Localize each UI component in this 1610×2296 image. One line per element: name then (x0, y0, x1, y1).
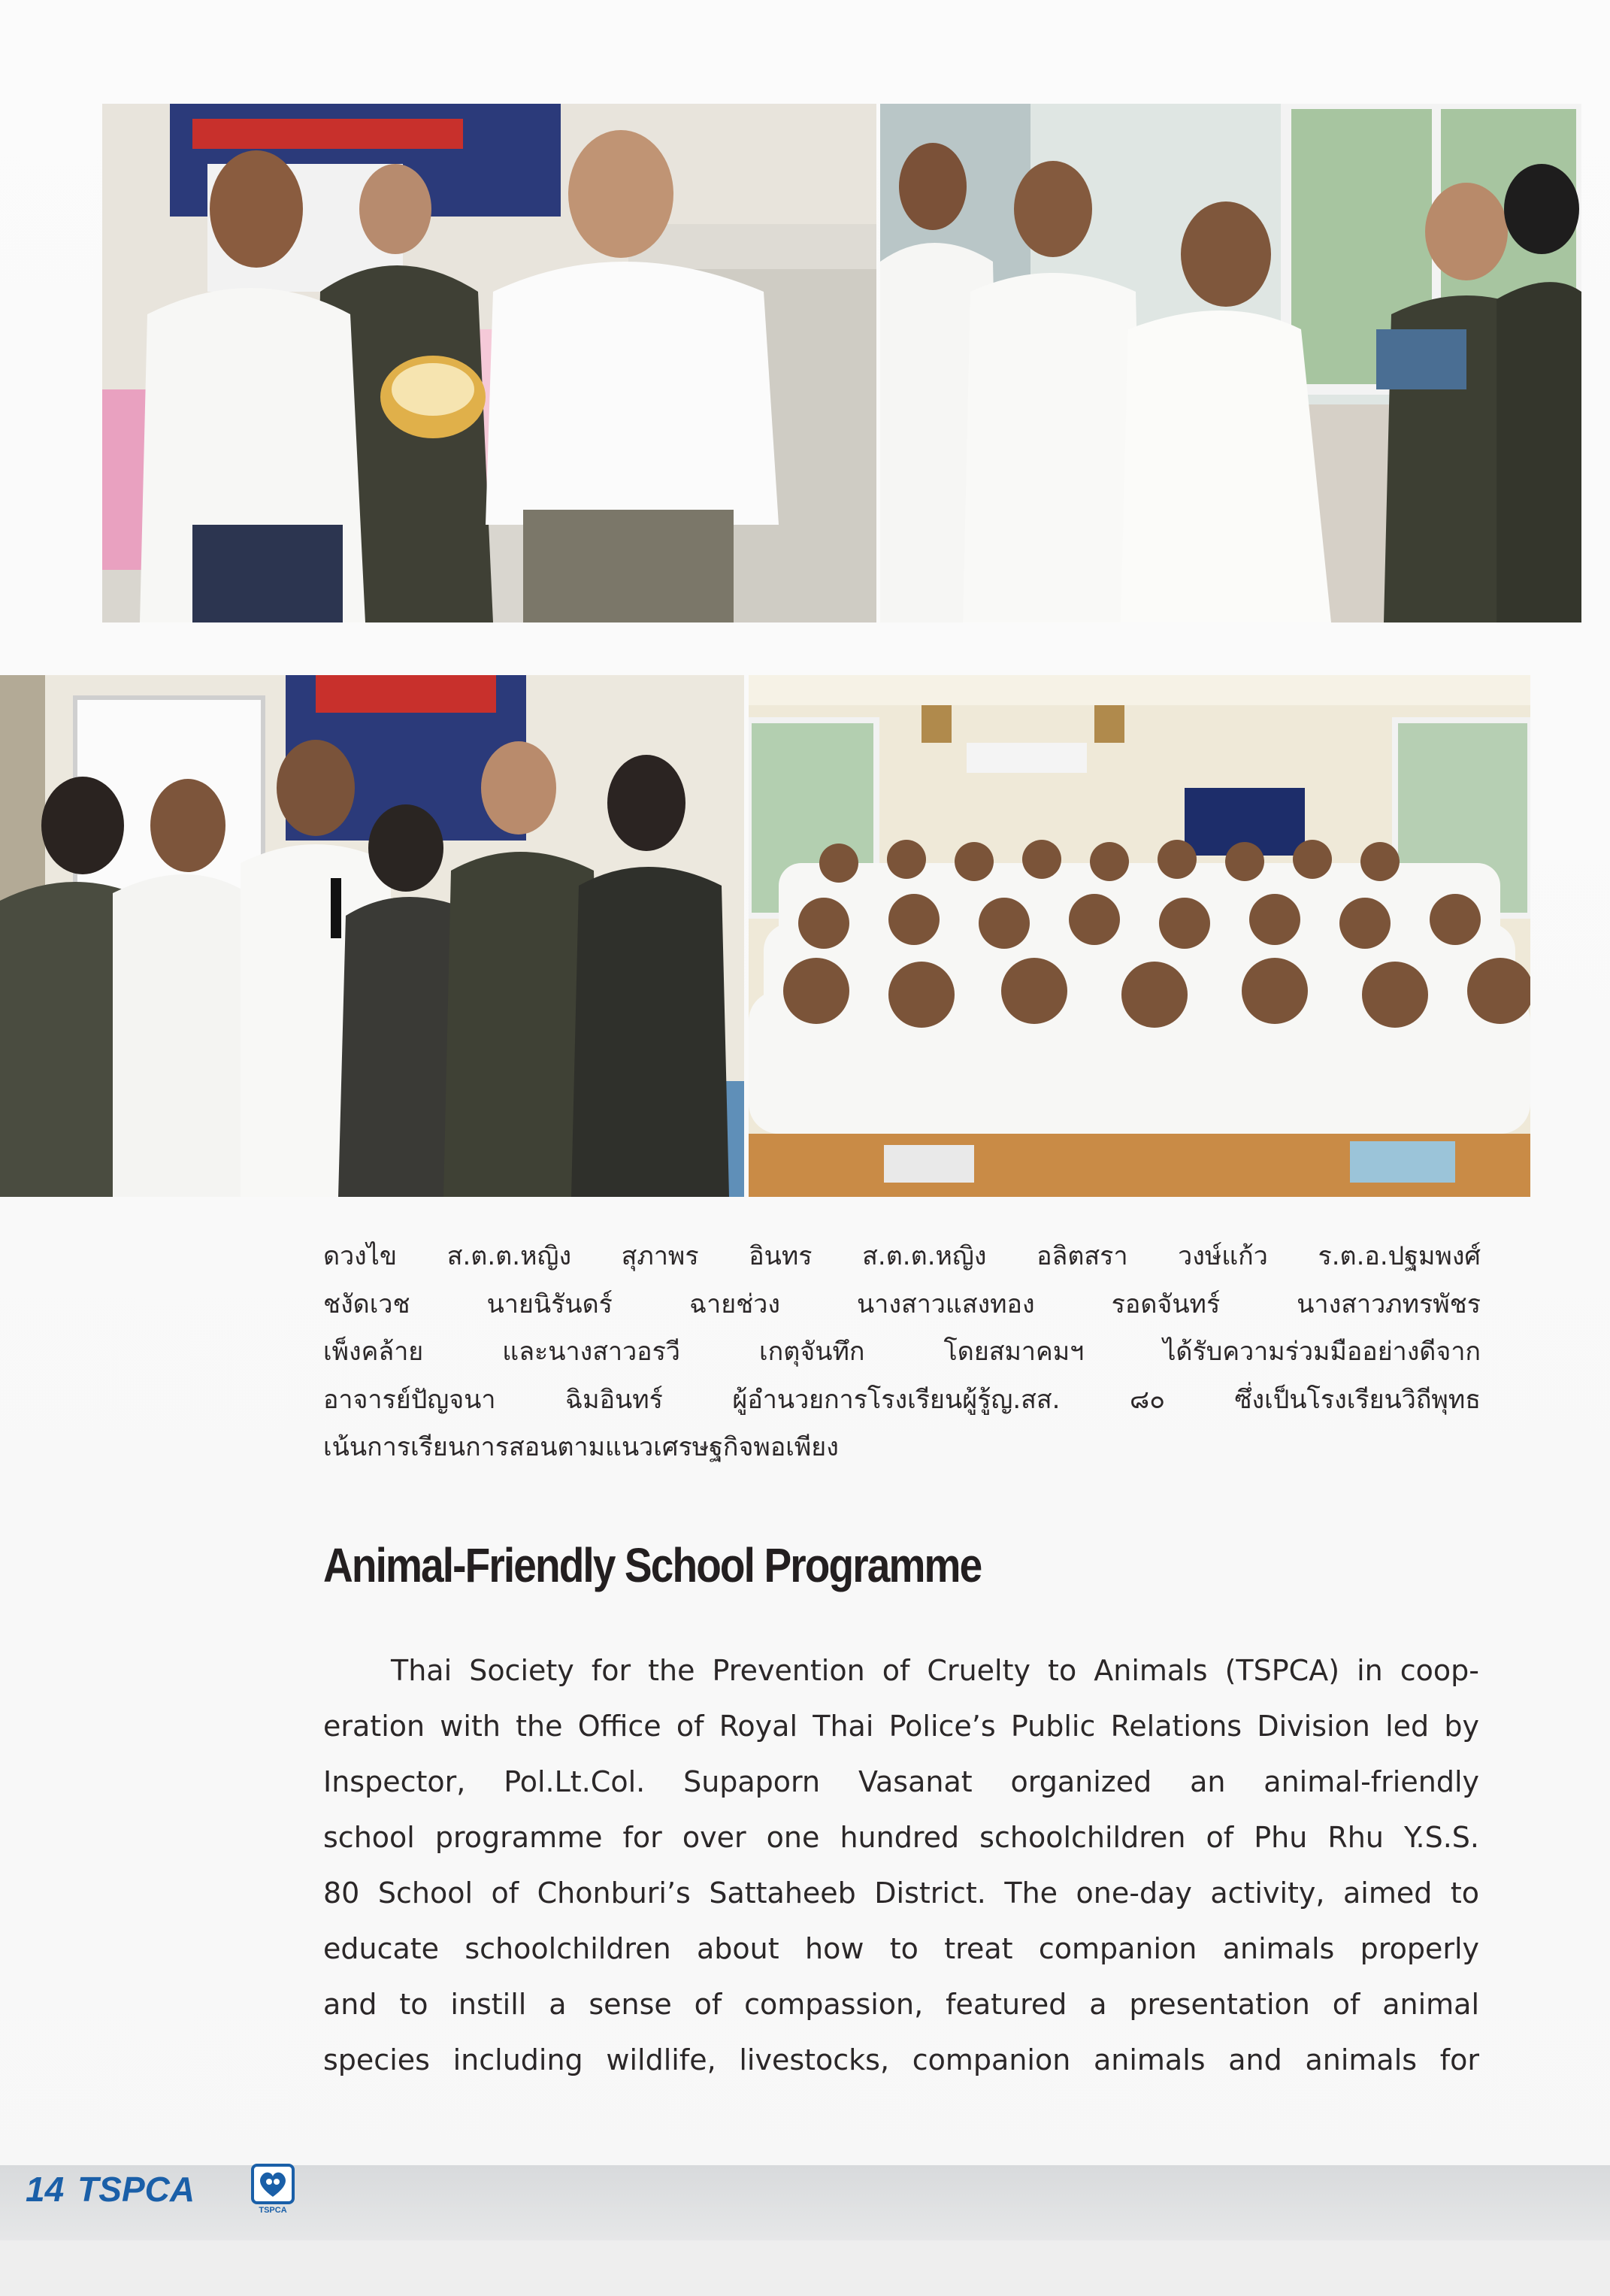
article-line: and to instill a sense of compassion, featured a presentation of animal (323, 1988, 1479, 2021)
photo-award-handover (102, 104, 876, 622)
thai-line: เพ็งคล้าย และนางสาวอรวี เกตุจันทึก โดยสมาคมฯ ได้รับความร่วมมืออย่างดีจาก (323, 1337, 1481, 1367)
thai-line: เน้นการเรียนการสอนตามแนวเศรษฐกิจพอเพียง (323, 1432, 839, 1462)
photo-classroom-students (749, 675, 1530, 1197)
footer-publication: TSPCA (77, 2170, 195, 2209)
photo-student-microphone (0, 675, 744, 1197)
photo-student-wai (880, 104, 1581, 622)
thai-line: ชงัดเวช นายนิรันดร์ ฉายช่วง นางสาวแสงทอง รอดจันทร์ นางสาวภทรพัชร (323, 1289, 1481, 1319)
article-line: Inspector, Pol.Lt.Col. Supaporn Vasanat organized an animal-friendly (323, 1765, 1479, 1798)
article-heading: Animal-Friendly School Programme (323, 1538, 982, 1592)
thai-paragraph (323, 1233, 1481, 1472)
page-number: 14 (26, 2170, 65, 2209)
footer-bar (0, 2165, 1610, 2240)
tspca-logo-icon (251, 2164, 295, 2215)
article-line: 80 School of Chonburi’s Sattaheeb District. The one-day activity, aimed to (323, 1876, 1479, 1910)
article-line: educate schoolchildren about how to treat companion animals properly (323, 1932, 1479, 1965)
article-line: school programme for over one hundred schoolchildren of Phu Rhu Y.S.S. (323, 1821, 1479, 1854)
article-line: eration with the Office of Royal Thai Police’s Public Relations Division led by (323, 1710, 1479, 1743)
logo-text: TSPCA (259, 2206, 287, 2215)
article-line: species including wildlife, livestocks, companion animals and animals for (323, 2043, 1479, 2076)
thai-line: ดวงไข ส.ต.ต.หญิง สุภาพร อินทร ส.ต.ต.หญิง อลิตสรา วงษ์แก้ว ร.ต.อ.ปฐมพงศ์ (323, 1241, 1481, 1271)
footer-folio (26, 2169, 195, 2210)
article-body (323, 1643, 1479, 2088)
footer-strip (0, 2240, 1610, 2296)
thai-line: อาจารย์ปัญจนา ฉิมอินทร์ ผู้อำนวยการโรงเรียนผู้รู้ญ.สส. ๘๐ ซึ่งเป็นโรงเรียนวิถีพุทธ (323, 1384, 1481, 1415)
article-line: Thai Society for the Prevention of Cruelty to Animals (TSPCA) in coop- (391, 1654, 1479, 1687)
